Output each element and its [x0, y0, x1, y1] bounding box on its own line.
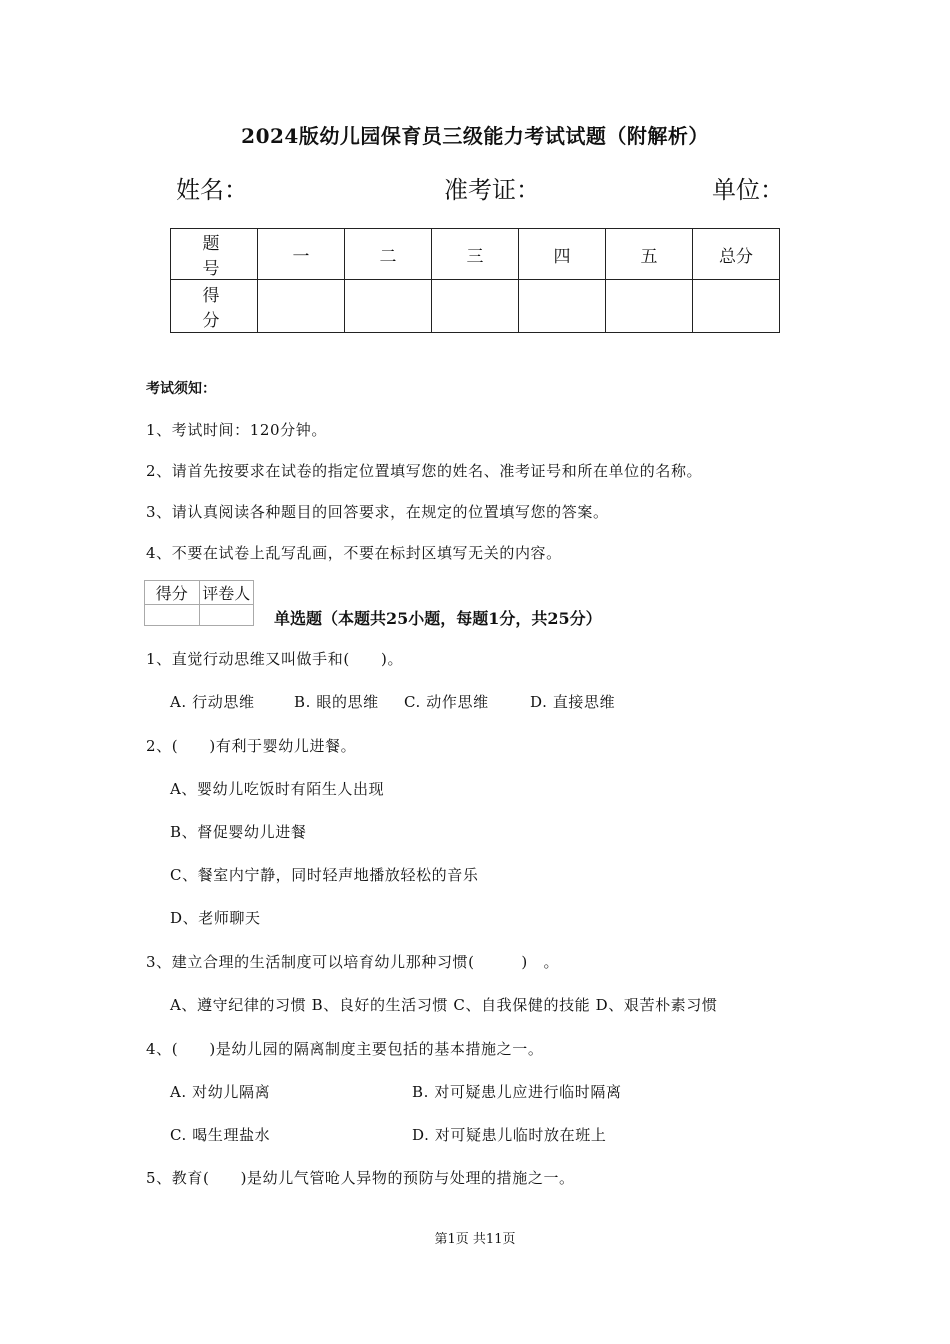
- score-table-header-row: [171, 229, 780, 280]
- notice-title: 考试须知：: [146, 381, 216, 397]
- score-table-header-cell: 三: [432, 229, 519, 280]
- question-option[interactable]: C. 喝生理盐水: [170, 1126, 271, 1144]
- question-stem: 2、( )有利于婴幼儿进餐。: [146, 737, 357, 755]
- question-stem: 4、( )是幼儿园的隔离制度主要包括的基本措施之一。: [146, 1040, 544, 1058]
- score-table-header-cell: 总分: [693, 229, 780, 280]
- question-option[interactable]: D. 对可疑患儿临时放在班上: [412, 1126, 607, 1144]
- score-cell[interactable]: [432, 280, 519, 333]
- grader-score-label: 得分: [145, 581, 200, 605]
- grader-name-cell[interactable]: [199, 605, 254, 626]
- grader-box: [144, 580, 254, 626]
- question-option[interactable]: A. 行动思维: [170, 693, 255, 711]
- document-title: 2024版幼儿园保育员三级能力考试试题（附解析）: [241, 124, 709, 148]
- question-option[interactable]: B. 对可疑患儿应进行临时隔离: [412, 1083, 622, 1101]
- question-option[interactable]: C. 动作思维: [404, 693, 489, 711]
- score-cell[interactable]: [606, 280, 693, 333]
- grader-name-label: 评卷人: [199, 581, 254, 605]
- question-option[interactable]: A. 对幼儿隔离: [170, 1083, 271, 1101]
- notice-item: 3、请认真阅读各种题目的回答要求，在规定的位置填写您的答案。: [146, 503, 609, 521]
- name-label: 姓名：: [176, 176, 248, 204]
- question-stem: 1、直觉行动思维又叫做手和( )。: [146, 650, 404, 668]
- question-option[interactable]: C、餐室内宁静，同时轻声地播放轻松的音乐: [170, 866, 479, 884]
- score-table-header-cell: 五: [606, 229, 693, 280]
- grader-score-cell[interactable]: [145, 605, 200, 626]
- notice-item: 1、考试时间：120分钟。: [146, 421, 327, 439]
- question-option[interactable]: D、老师聊天: [170, 909, 261, 927]
- score-table-header-cell: 题号: [171, 229, 258, 280]
- score-cell[interactable]: [519, 280, 606, 333]
- unit-label: 单位：: [712, 176, 784, 204]
- score-table-header-cell: 二: [345, 229, 432, 280]
- question-stem: 3、建立合理的生活制度可以培育幼儿那种习惯( ) 。: [146, 953, 560, 971]
- score-table: [170, 228, 780, 333]
- score-cell[interactable]: [345, 280, 432, 333]
- notice-item: 4、不要在试卷上乱写乱画，不要在标封区填写无关的内容。: [146, 544, 562, 562]
- question-option[interactable]: B、督促婴幼儿进餐: [170, 823, 307, 841]
- score-cell[interactable]: [258, 280, 345, 333]
- question-option[interactable]: A、婴幼儿吃饭时有陌生人出现: [170, 780, 385, 798]
- question-stem: 5、教育( )是幼儿气管呛人异物的预防与处理的措施之一。: [146, 1169, 575, 1187]
- score-cell[interactable]: [693, 280, 780, 333]
- score-table-header-cell: 四: [519, 229, 606, 280]
- question-option[interactable]: B. 眼的思维: [294, 693, 379, 711]
- score-table-header-cell: 一: [258, 229, 345, 280]
- score-row-label: 得分: [171, 280, 258, 333]
- notice-item: 2、请首先按要求在试卷的指定位置填写您的姓名、准考证号和所在单位的名称。: [146, 462, 703, 480]
- question-option[interactable]: D. 直接思维: [530, 693, 616, 711]
- section-title: 单选题（本题共25小题，每题1分，共25分）: [274, 609, 602, 628]
- exam-id-label: 准考证：: [444, 176, 540, 204]
- score-table-score-row: [171, 280, 780, 333]
- page-footer: 第1页 共11页: [434, 1232, 516, 1247]
- question-options-line[interactable]: A、遵守纪律的习惯 B、良好的生活习惯 C、自我保健的技能 D、艰苦朴素习惯: [170, 996, 718, 1014]
